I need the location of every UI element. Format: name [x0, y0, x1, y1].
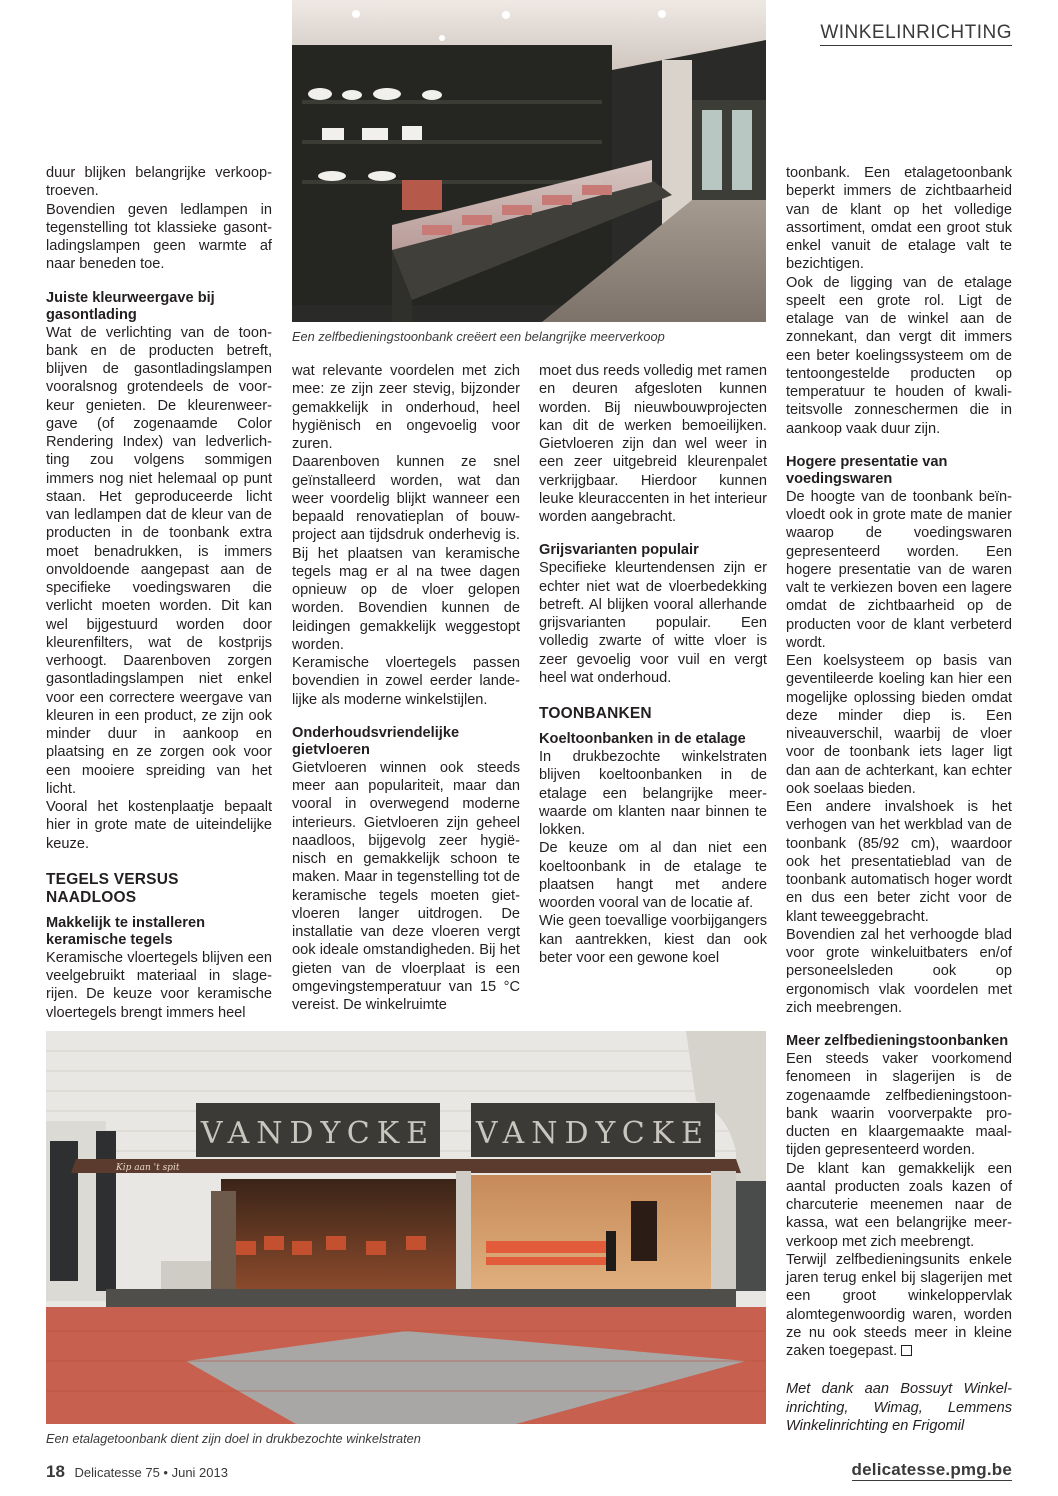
- paragraph: Bovendien geven ledlampen in tegenstelling tot klassieke gasontladingslampen geen warmte af naar beneden toe.: [46, 201, 272, 273]
- paragraph: Wat de verlichting van de toonbank en de producten betreft, blijven de gasontladingslampen vooralsnog grotendeels de voorkeur genieten. De kleurenweergave (of zogenaamde Color Rendering Index) van ledverlichting zou volgens sommigen immers nog niet helemaal op punt staan. Het geproduceerde licht van ledlampen dat de kleur van de producten in de toonbank extra moet benadrukken, is immers onvoldoende aangepast aan de specifieke voedingswaren die verlicht moeten worden. Dit kan wel bijgestuurd worden door kleurenfilters, wat de kostprijs verhoogt. Daarenboven zorgen gasontladingslampen niet enkel voor een correctere weergave van kleuren in een product, ze zijn ook minder duur in aankoop en plaatsing en ze zorgen ook voor een mooiere spreiding van het licht.: [46, 324, 272, 797]
- paragraph: Een steeds vaker voorkomend fenomeen in slagerijen is de zogenaamde zelfbedieningstoonbank waarin voorverpakte producten en klaargemaakte maaltijden gepresenteerd worden.: [786, 1051, 1012, 1159]
- subheading: Grijsvarianten populair: [539, 542, 699, 559]
- paragraph: [786, 1251, 1012, 1361]
- paragraph: De klant kan gemakkelijk een aantal producten zoals kazen of charcuterie meenemen naar de kassa, wat een belangrijke meerverkoop met zich meebrengt.: [786, 1160, 1012, 1250]
- paragraph: Ook de ligging van de etalage speelt een grote rol. Ligt de etalage van de winkel aan de zonnekant, dan vergt dit immers een beter koelingssysteem om de tentoongestelde producten op temperatuur te houden of kwaliteitsvolle zonneschermen die in aankoop vaak duur zijn.: [786, 274, 1012, 437]
- awning-text: Kip aan 't spit: [116, 1163, 180, 1173]
- caption-top-photo: Een zelfbedieningstoonbank creëert een belangrijke meerverkoop: [292, 329, 665, 344]
- paragraph: Gietvloeren winnen ook steeds meer aan populariteit, maar dan vooral in overwegend moderne interieurs. Gietvloeren zijn geheel naadloos, bijgevolg zeer hygiënisch en gemakkelijk schoon te maken. Maar in tegenstelling tot de keramische tegels moeten gietvloeren langer uitdrogen. De installatie van deze vloeren vergt ook ideale omstandigheden. Bij het gieten van de vloerplaat is een omgevingstemperatuur van 15 °C vereist. De winkelruimte: [292, 759, 520, 1013]
- text-column-4: [786, 164, 1012, 1435]
- paragraph: Keramische vloertegels blijven een veelgebruikt materiaal in slagerijen. De keuze voor keramische vloertegels brengt immers heel: [46, 949, 272, 1021]
- paragraph: In drukbezochte winkelstraten blijven koeltoonbanken in de etalage een belangrijke meerwaarde om klanten naar binnen te lokken.: [539, 749, 767, 838]
- paragraph: wat relevante voordelen met zich mee: ze zijn zeer stevig, bijzonder gemakkelijk in onderhoud, heel hygiënisch en ongevoelig voor zuren.: [292, 363, 520, 452]
- page-number: 18: [46, 1462, 65, 1481]
- paragraph: Bovendien zal het verhoogde blad voor grote winkeluitbaters en/of personeelsleden ook op ergonomisch vlak voordelen met zich meebrengen.: [786, 926, 1012, 1016]
- paragraph: De hoogte van de toonbank beïnvloedt ook in grote mate de manier waarop de voedingswaren gepresenteerd worden. Een hogere presentatie van de waren valt te verkiezen boven een lagere omdat de zichtbaarheid op de producten voor de klant verbeterd wordt.: [786, 488, 1012, 651]
- subheading: Makkelijk te installeren keramische tegels: [46, 914, 205, 948]
- shop-sign-left: VANDYCKE: [200, 1116, 436, 1151]
- paragraph: Een andere invalshoek is het verhogen van het werkblad van de toonbank (85/92 cm), waardoor ook het presentatieblad van de toonbank automatisch hoger wordt en dus een beter zicht voor de klant teweeggebracht.: [786, 799, 1012, 925]
- paragraph: Wie geen toevallige voorbijgangers kan aantrekken, kiest dan ook beter voor een gewone koel: [539, 913, 767, 966]
- subheading: Juiste kleurweergave bij gasontlading: [46, 289, 215, 323]
- photo-storefront: [46, 1031, 766, 1424]
- website-link[interactable]: delicatesse.pmg.be: [851, 1460, 1012, 1479]
- paragraph: De keuze om al dan niet een koeltoonbank in de etalage te plaatsen hangt met andere woorden vooral van de locatie af.: [539, 840, 767, 911]
- photo-shop-interior: [292, 0, 766, 322]
- paragraph: Een koelsysteem op basis van geventileerde koeling kan hier een mogelijke oplossing bieden omdat deze minder diep is. Een niveauverschil, waarbij de vloer voor de toonbank iets lager ligt dan aan de achterkant, kan echter ook soelaas bieden.: [786, 653, 1012, 797]
- shop-interior-illustration: [292, 0, 766, 322]
- subheading: Onderhoudsvriendelijke gietvloeren: [292, 724, 460, 758]
- storefront-illustration: [46, 1031, 766, 1424]
- text-column-1: [46, 164, 272, 1022]
- subheading: Meer zelfbedieningstoonbanken: [786, 1033, 1009, 1049]
- caption-bottom-photo: Een etalagetoonbank dient zijn doel in drukbezochte winkelstraten: [46, 1431, 421, 1446]
- section-heading: TEGELS VERSUS NAADLOOS: [46, 870, 179, 906]
- footer-publication: [46, 1462, 228, 1482]
- paragraph: Daarenboven kunnen ze snel geïnstalleerd worden, wat dan weer voordelig blijkt wanneer een bepaald renovatieplan of bouwproject aan tijdsdruk onderhevig is. Bij het plaatsen van keramische tegels mag er al na twee dagen opnieuw op de vloer gelopen worden. Bovendien kunnen de leidingen gemakkelijk weggestopt worden.: [292, 454, 520, 653]
- shop-sign-right: VANDYCKE: [475, 1116, 711, 1151]
- paragraph: moet dus reeds volledig met ramen en deuren afgesloten kunnen worden. Bij nieuwbouwprojecten kan dit de werken bemoeilijken. Gietvloeren zijn dan wel weer in een zeer uitgebreid kleurenpalet verkrijgbaar. Hierdoor kunnen leuke kleuraccenten in het interieur worden aangebracht.: [539, 363, 767, 525]
- subheading: Koeltoonbanken in de etalage: [539, 731, 746, 747]
- paragraph: Vooral het kostenplaatje bepaalt hier in grote mate de uiteindelijke keuze.: [46, 799, 272, 852]
- section-rubric: WINKELINRICHTING: [820, 22, 1012, 46]
- paragraph: toonbank. Een etalagetoonbank beperkt immers de zichtbaarheid van de klant op het volledige assortiment, omdat een groot stuk enkel vanuit de etalage valt te bezichtigen.: [786, 165, 1012, 273]
- paragraph: duur blijken belangrijke verkooptroeven.: [46, 165, 272, 200]
- section-heading: TOONBANKEN: [539, 705, 652, 722]
- paragraph: Specifieke kleurtendensen zijn er echter niet wat de vloerbedekking betreft. Al blijken vooral allerhande grijsvarianten populair. Een volledig zwarte of witte vloer is zeer gevoelig voor vuil en vergt heel wat onderhoud.: [539, 560, 767, 686]
- text-column-2: [292, 362, 520, 1014]
- end-of-article-icon: [901, 1345, 912, 1356]
- credits: Met dank aan Bossuyt Winkelinrichting, Wimag, Lemmens Winkelinrichting en Frigomil: [786, 1381, 1012, 1434]
- paragraph: Keramische vloertegels passen bovendien in zowel eerder landelijke als moderne winkelstijlen.: [292, 655, 520, 708]
- subheading: Hogere presentatie van voedingswaren: [786, 453, 948, 487]
- publication-info: Delicatesse 75 • Juni 2013: [74, 1465, 228, 1480]
- paragraph-text: Terwijl zelfbedieningsunits enkele jaren terug enkel bij slagerijen met een groot winkeloppervlak alomtegenwoordig waren, worden ze nu ook steeds meer in kleine zaken toegepast.: [786, 1251, 1012, 1359]
- text-column-3: [539, 362, 767, 967]
